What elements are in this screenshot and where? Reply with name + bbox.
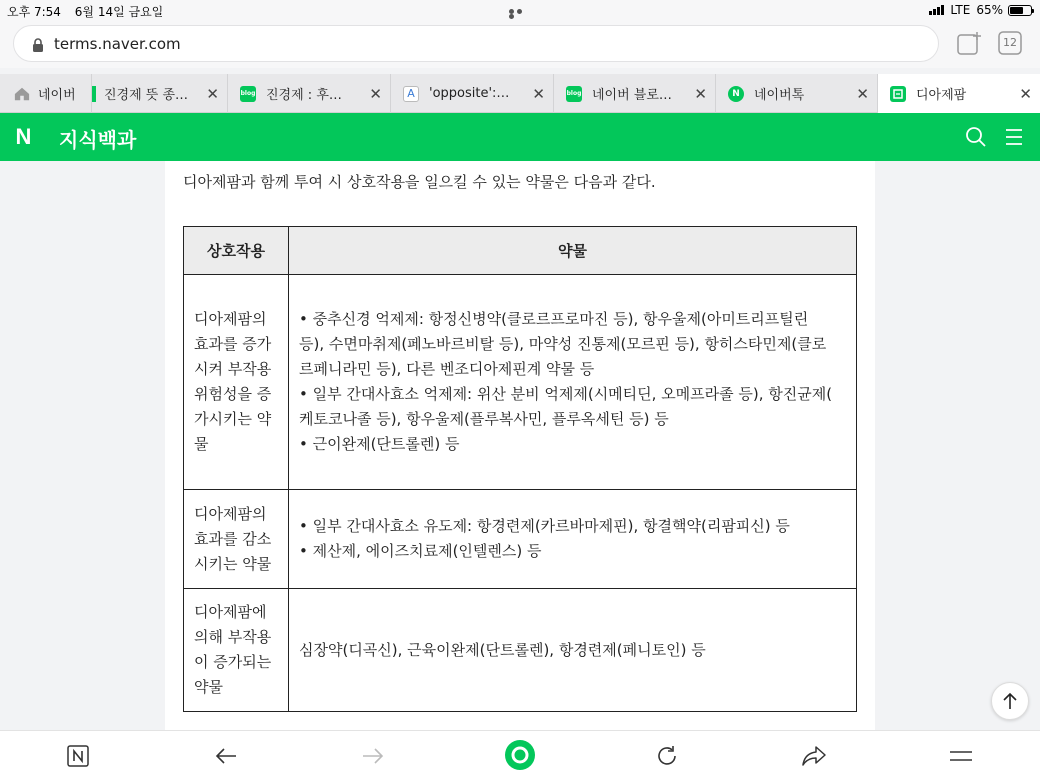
cell-line: • 일부 간대사효소 억제제: 위산 분비 억제제(시메티딘, 오메프라졸 등), 항진균제( bbox=[299, 385, 833, 403]
tab-count: 12 bbox=[1003, 36, 1017, 49]
table-header-row bbox=[184, 227, 857, 275]
cell-line: 의해 부작용 bbox=[194, 628, 272, 646]
cell-line: • 제산제, 에이즈치료제(인텔렌스) 등 bbox=[299, 542, 542, 560]
network-label: LTE bbox=[950, 3, 971, 17]
home-icon bbox=[14, 86, 30, 102]
arrow-right-icon bbox=[362, 747, 384, 765]
green-dot-icon bbox=[505, 740, 535, 770]
cell-line: 약물 bbox=[194, 678, 223, 696]
table-row bbox=[184, 589, 857, 712]
tab-jingyeongje-2[interactable] bbox=[228, 74, 391, 113]
tab-label: 진경제 뜻 종… bbox=[104, 88, 189, 103]
new-tab-button[interactable] bbox=[957, 31, 983, 55]
tab-count-button[interactable] bbox=[998, 31, 1024, 55]
menu-button[interactable] bbox=[947, 742, 975, 770]
url-text: terms.naver.com bbox=[54, 35, 181, 53]
battery-icon bbox=[1008, 5, 1032, 16]
status-time: 오후 7:54 bbox=[7, 5, 61, 19]
article-content bbox=[165, 161, 875, 730]
interaction-cell bbox=[184, 490, 289, 589]
column-header: 약물 bbox=[289, 227, 857, 275]
cell-line: 시키는 약물 bbox=[194, 554, 272, 573]
tab-naver[interactable] bbox=[0, 74, 92, 113]
drug-cell bbox=[289, 275, 857, 490]
tab-strip bbox=[0, 74, 1040, 113]
arrow-left-icon bbox=[215, 747, 237, 765]
lock-icon bbox=[32, 37, 44, 56]
share-icon bbox=[802, 745, 826, 767]
green-dot-button[interactable] bbox=[505, 740, 535, 770]
cell-line: • 일부 간대사효소 유도제: 항경련제(카르바마제핀), 항결핵약(리팜피신) 등 bbox=[299, 517, 790, 535]
cell-line: 등), 수면마취제(페노바르비탈 등), 마약성 진통제(모르핀 등), 항히스타민제(클로 bbox=[299, 335, 827, 353]
cell-line: 시켜 부작용 bbox=[194, 360, 272, 378]
cell-line: 르페니라민 등), 다른 벤조디아제핀계 약물 등 bbox=[299, 360, 595, 378]
menu-icon[interactable] bbox=[1005, 128, 1023, 150]
close-icon[interactable]: ✕ bbox=[532, 85, 545, 103]
drug-cell bbox=[289, 589, 857, 712]
browser-toolbar bbox=[0, 22, 1040, 68]
column-header: 상호작용 bbox=[184, 227, 289, 275]
close-icon[interactable]: ✕ bbox=[369, 85, 382, 103]
interaction-cell bbox=[184, 275, 289, 490]
signal-icon bbox=[929, 5, 945, 15]
dictionary-icon: A bbox=[403, 86, 419, 102]
share-button[interactable] bbox=[800, 742, 828, 770]
arrow-up-icon bbox=[1002, 692, 1018, 710]
naver-header bbox=[0, 113, 1040, 161]
scroll-to-top-button[interactable] bbox=[991, 682, 1029, 720]
naver-home-button[interactable] bbox=[64, 742, 92, 770]
cell-line: 디아제팜의 bbox=[194, 310, 267, 328]
cell-line: 심장약(디곡신), 근육이완제(단트롤렌), 항경련제(페니토인) 등 bbox=[299, 640, 706, 659]
tab-label: 진경제 : 후… bbox=[266, 88, 342, 103]
blog-icon: blog bbox=[240, 86, 256, 102]
tab-label: 네이버 블로… bbox=[592, 88, 672, 103]
address-bar[interactable] bbox=[13, 25, 939, 62]
battery-fill bbox=[1010, 7, 1023, 14]
intro-text: 디아제팜과 함께 투여 시 상호작용을 일으킬 수 있는 약물은 다음과 같다. bbox=[183, 173, 656, 191]
interaction-cell bbox=[184, 589, 289, 712]
status-left bbox=[7, 3, 173, 20]
tab-opposite[interactable] bbox=[391, 74, 554, 113]
cell-line: • 중추신경 억제제: 항정신병약(클로르프로마진 등), 항우울제(아미트리프틸린 bbox=[299, 310, 809, 328]
cell-line: 위험성을 증 bbox=[194, 385, 272, 403]
cell-line: 효과를 감소 bbox=[194, 529, 272, 548]
cell-line: 디아제팜에 bbox=[194, 603, 267, 621]
page-title[interactable]: 지식백과 bbox=[59, 128, 137, 152]
naver-n-icon bbox=[66, 744, 90, 768]
tab-label: 네이버 bbox=[38, 88, 76, 103]
hamburger-icon bbox=[949, 749, 973, 763]
battery-percent: 65% bbox=[976, 3, 1003, 17]
interaction-table bbox=[183, 226, 857, 712]
bottom-toolbar bbox=[0, 730, 1040, 780]
tab-label: 디아제팜 bbox=[916, 88, 967, 103]
cell-line: 이 증가되는 bbox=[194, 653, 272, 671]
tab-diazepam[interactable] bbox=[878, 74, 1040, 113]
close-icon[interactable]: ✕ bbox=[206, 85, 219, 103]
cell-line: 케토코나졸 등), 항우울제(플루복사민, 플루옥세틴 등) 등 bbox=[299, 410, 669, 428]
cell-line: 디아제팜의 bbox=[194, 504, 267, 523]
table-row bbox=[184, 490, 857, 589]
tab-naver-talk[interactable] bbox=[716, 74, 878, 113]
close-icon[interactable]: ✕ bbox=[1019, 85, 1032, 103]
status-right bbox=[929, 3, 1032, 17]
cell-line: 효과를 증가 bbox=[194, 335, 272, 353]
tab-jingyeongje-1[interactable] bbox=[92, 74, 228, 113]
naver-logo[interactable]: N bbox=[15, 124, 32, 149]
close-icon[interactable]: ✕ bbox=[856, 85, 869, 103]
back-button[interactable] bbox=[212, 742, 240, 770]
drug-cell bbox=[289, 490, 857, 589]
refresh-button[interactable] bbox=[653, 742, 681, 770]
forward-button[interactable] bbox=[359, 742, 387, 770]
multitasking-dots-icon[interactable] bbox=[509, 9, 531, 15]
status-date: 6월 14일 금요일 bbox=[74, 5, 164, 19]
tab-naver-blog[interactable] bbox=[554, 74, 716, 113]
cell-line: 물 bbox=[194, 435, 209, 453]
favicon-icon bbox=[92, 86, 96, 102]
cell-line: 가시키는 약 bbox=[194, 410, 272, 428]
blog-icon: blog bbox=[566, 86, 582, 102]
tab-label: 'opposite':… bbox=[429, 86, 510, 101]
status-bar bbox=[0, 0, 1040, 22]
close-icon[interactable]: ✕ bbox=[694, 85, 707, 103]
tab-label: 네이버톡 bbox=[754, 88, 805, 103]
table-row bbox=[184, 275, 857, 490]
terms-icon bbox=[890, 86, 906, 102]
search-icon[interactable] bbox=[965, 126, 987, 152]
refresh-icon bbox=[656, 745, 678, 767]
cell-line: • 근이완제(단트롤렌) 등 bbox=[299, 435, 460, 453]
naver-talk-icon: N bbox=[728, 86, 744, 102]
